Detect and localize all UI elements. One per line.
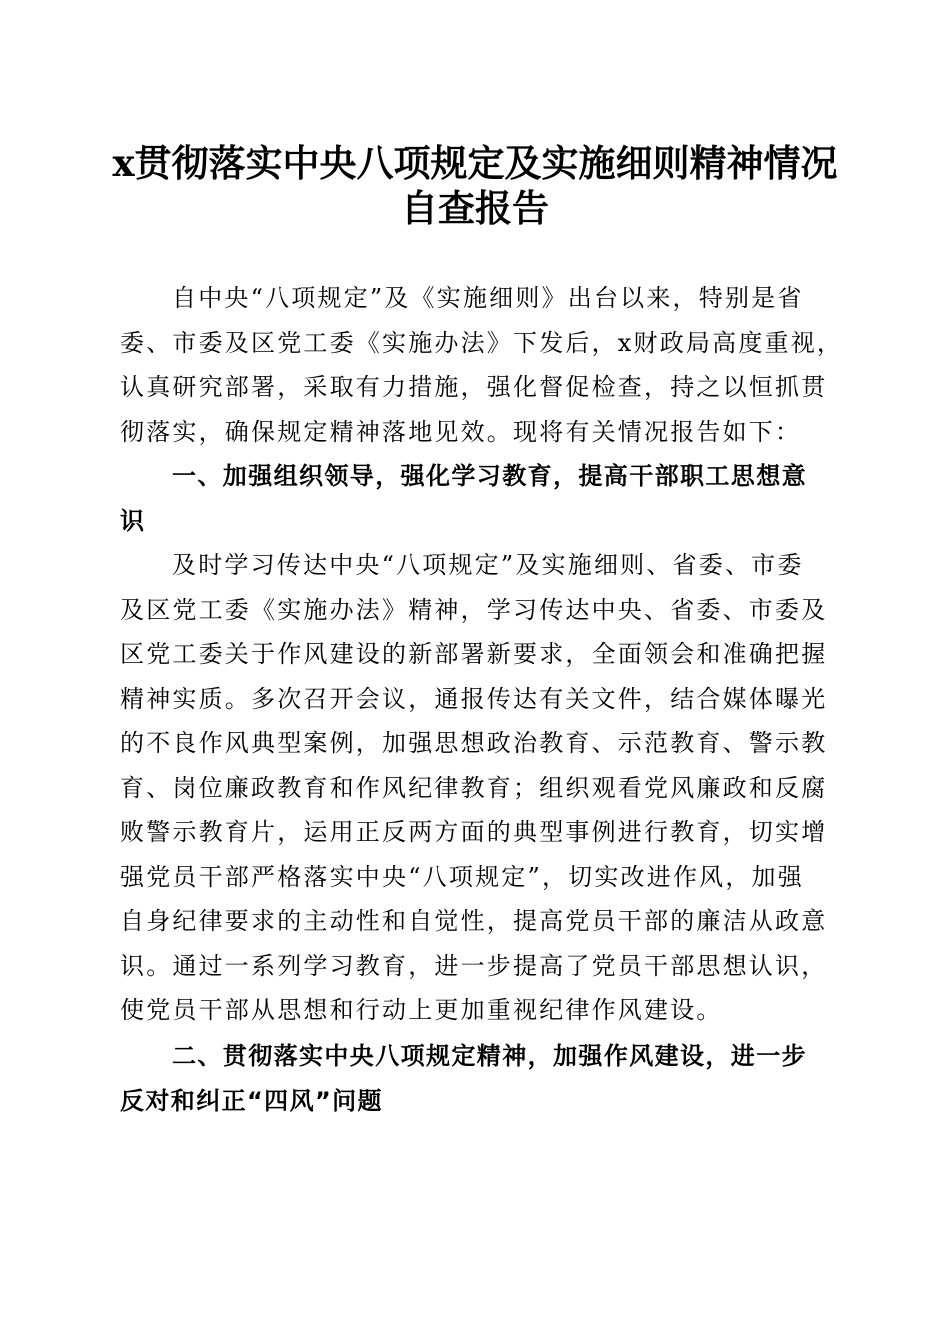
section-1-heading-line-1: 一、加强组织领导，强化学习教育，提高干部职工思想意 xyxy=(172,462,807,490)
document-title-line-2: 自查报告 xyxy=(401,186,549,230)
section-1-line-5: 的不良作风典型案例，加强思想政治教育、示范教育、警示教 xyxy=(120,729,828,757)
intro-line-3: 认真研究部署，采取有力措施，强化督促检查，持之以恒抓贯 xyxy=(120,373,828,401)
section-1-line-1: 及时学习传达中央“八项规定”及实施细则、省委、市委 xyxy=(172,551,804,579)
intro-line-4: 彻落实，确保规定精神落地见效。现将有关情况报告如下： xyxy=(120,417,802,446)
section-1-paragraph xyxy=(120,543,832,1033)
section-1-heading xyxy=(120,454,832,543)
intro-line-1: 自中央“八项规定”及《实施细则》出台以来，特别是省 xyxy=(172,284,804,312)
intro-paragraph xyxy=(120,276,844,454)
section-1-line-6: 育、岗位廉政教育和作风纪律教育；组织观看党风廉政和反腐 xyxy=(120,773,828,802)
section-1-line-2: 及区党工委《实施办法》精神，学习传达中央、省委、市委及 xyxy=(120,595,828,624)
section-1-line-10: 识。通过一系列学习教育，进一步提高了党员干部思想认识， xyxy=(120,951,828,980)
section-1-line-11: 使党员干部从思想和行动上更加重视纪律作风建设。 xyxy=(120,996,723,1024)
section-2-heading xyxy=(120,1034,832,1123)
section-1-line-3: 区党工委关于作风建设的新部署新要求，全面领会和准确把握 xyxy=(120,640,828,668)
section-1-line-9: 自身纪律要求的主动性和自觉性，提高党员干部的廉洁从政意 xyxy=(120,907,828,935)
section-1-line-4: 精神实质。多次召开会议，通报传达有关文件，结合媒体曝光 xyxy=(120,684,828,713)
section-1-line-7: 败警示教育片，运用正反两方面的典型事例进行教育，切实增 xyxy=(120,818,828,846)
intro-line-2: 委、市委及区党工委《实施办法》下发后，x财政局高度重视， xyxy=(120,328,844,357)
section-2-heading-line-2: 反对和纠正“四风”问题 xyxy=(120,1086,383,1115)
document-title-line-1: x贯彻落实中央八项规定及实施细则精神情况 xyxy=(112,141,838,185)
section-1-line-8: 强党员干部严格落实中央“八项规定”，切实改进作风，加强 xyxy=(120,862,804,891)
section-2-heading-line-1: 二、贯彻落实中央八项规定精神，加强作风建设，进一步 xyxy=(172,1042,807,1070)
section-1-heading-line-2: 识 xyxy=(120,506,146,535)
